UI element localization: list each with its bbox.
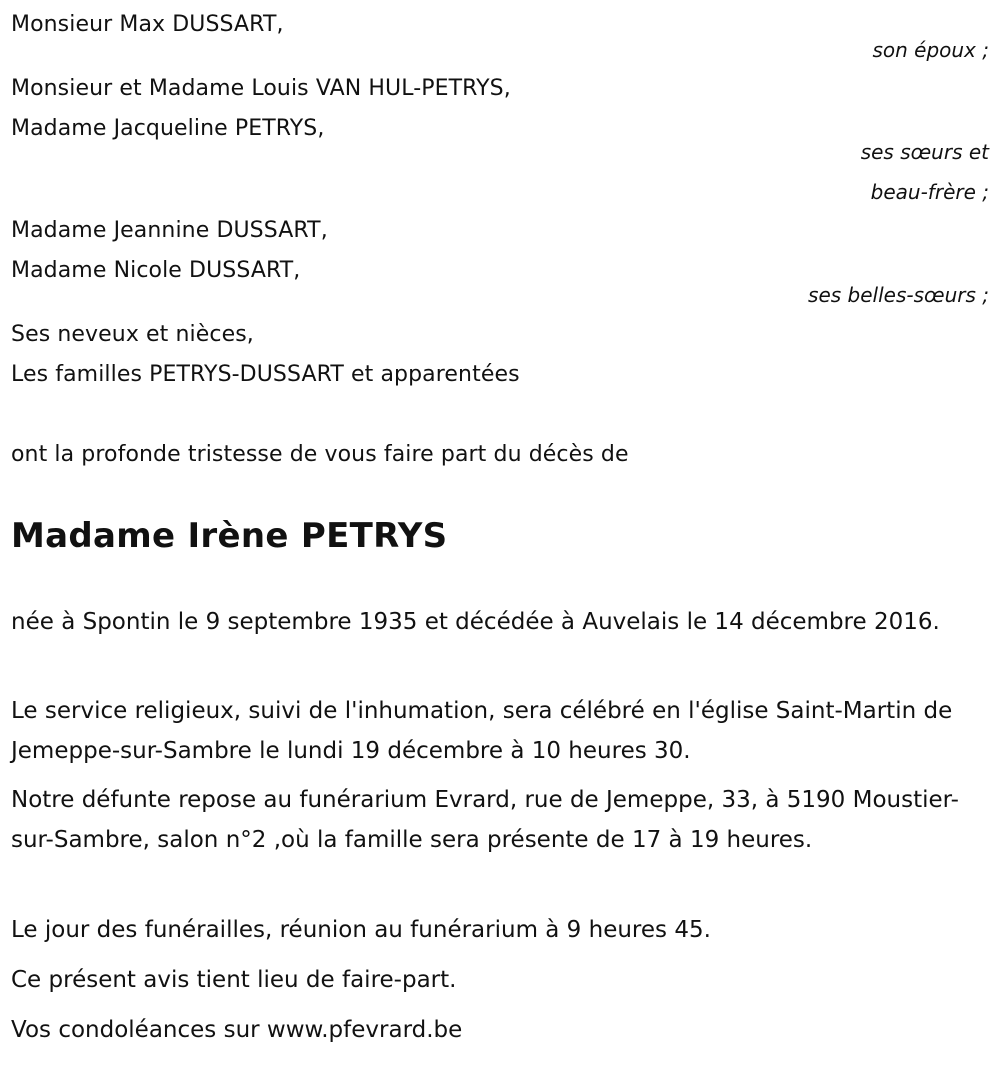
family-member-name: Madame Jeannine DUSSART,	[11, 218, 328, 243]
announcement-intro: ont la profonde tristesse de vous faire part du décès de	[11, 442, 629, 467]
relation-label: ses sœurs et	[860, 140, 989, 164]
family-member-name: Ses neveux et nièces,	[11, 322, 254, 347]
family-member-name: Monsieur Max DUSSART,	[11, 12, 284, 37]
funerarium-paragraph: Notre défunte repose au funérarium Evrard, rue de Jemeppe, 33, à 5190 Moustier-sur-Sambre, salon n°2 ,où la famille sera présente de 17 à 19 heures.	[11, 787, 959, 853]
family-member-name: Madame Jacqueline PETRYS,	[11, 116, 325, 141]
family-member-name: Madame Nicole DUSSART,	[11, 258, 301, 283]
service-paragraph: Le service religieux, suivi de l'inhumation, sera célébré en l'église Saint-Martin de Jemeppe-sur-Sambre le lundi 19 décembre à 10 heures 30.	[11, 698, 953, 764]
notice-paragraph: Ce présent avis tient lieu de faire-part.	[11, 967, 457, 993]
condolences-link[interactable]: www.pfevrard.be	[266, 1017, 463, 1043]
relation-label: ses belles-sœurs ;	[808, 283, 989, 307]
relation-label: beau-frère ;	[870, 180, 989, 204]
family-member-name: Les familles PETRYS-DUSSART et apparentées	[11, 362, 520, 387]
birth-death-paragraph: née à Spontin le 9 septembre 1935 et décédée à Auvelais le 14 décembre 2016.	[11, 609, 940, 635]
family-member-name: Monsieur et Madame Louis VAN HUL-PETRYS,	[11, 76, 511, 101]
relation-label: son époux ;	[872, 38, 989, 62]
funeral-day-paragraph: Le jour des funérailles, réunion au funérarium à 9 heures 45.	[11, 917, 711, 943]
deceased-name: Madame Irène PETRYS	[11, 516, 448, 556]
condolences-text: Vos condoléances sur	[11, 1017, 267, 1043]
condolences-paragraph	[11, 1010, 991, 1050]
